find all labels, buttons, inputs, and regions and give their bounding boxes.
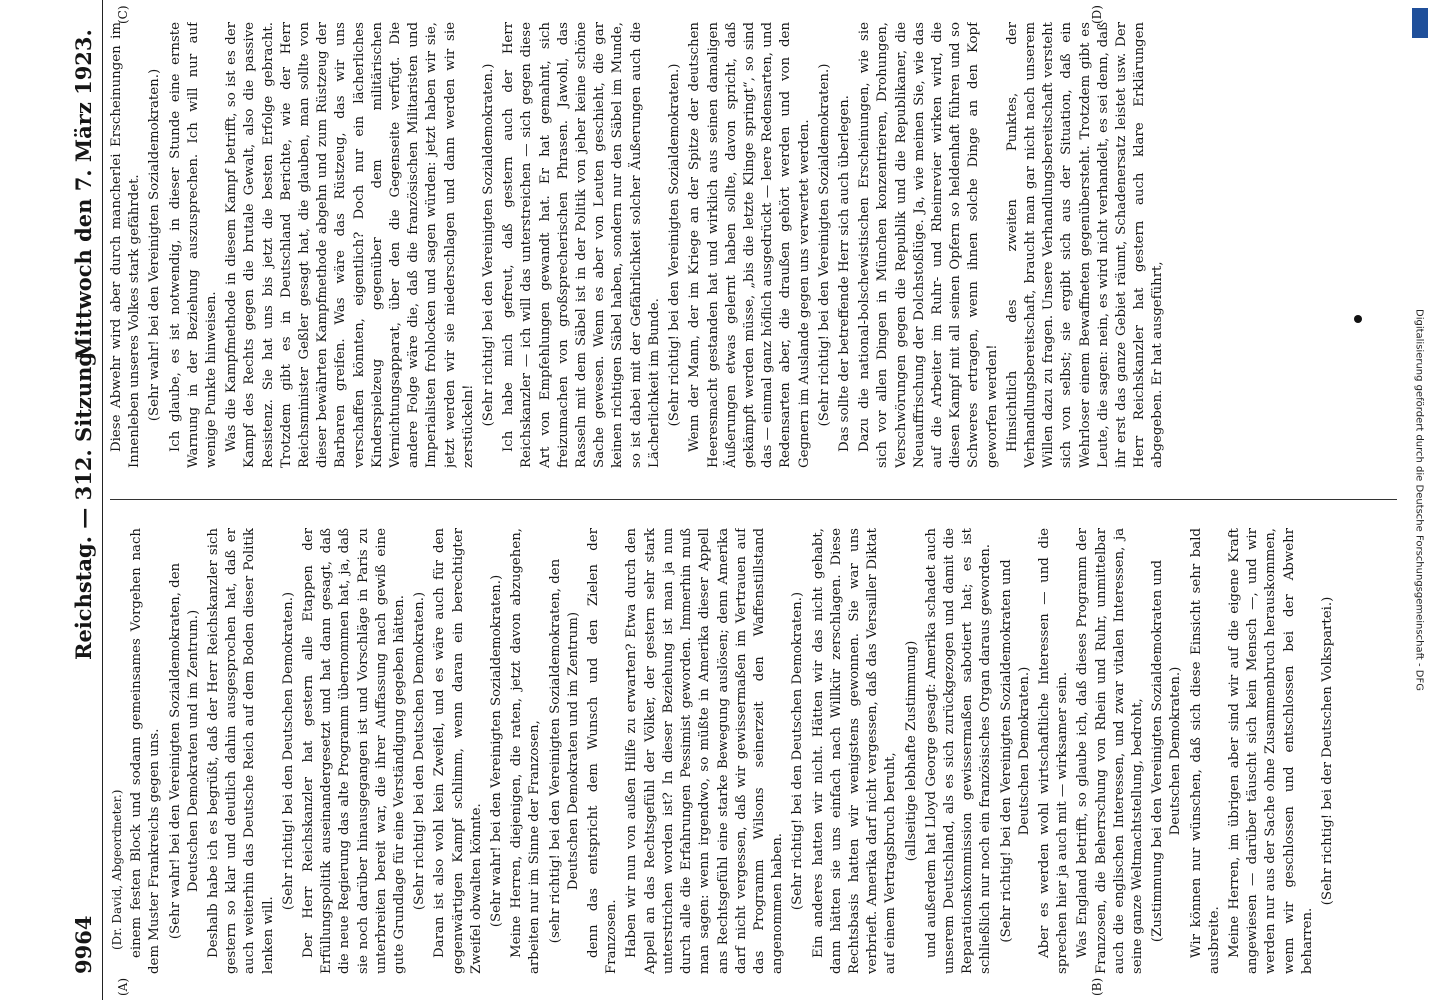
paragraph: Wenn der Mann, der im Kriege an der Spitze der deutschen Heeresmacht gestanden hat und wirklich aus seinen damaligen Äußerungen etwas gelernt haben sollte, davon spricht, daß gekämpft werden müsse, „bis die letzte Klinge springt“, so sind das — einmal ganz höflich ausgedrückt — leere Redensarten, und Redensarten aber, die draußen gehört werden und von den Gegnern im Auslande gegen uns verwertet werden. bbox=[687, 22, 812, 468]
interjection: (sehr richtig! bei den Vereinigten Sozialdemokraten, den Deutschen Demokraten und im Zentrum) bbox=[547, 558, 581, 944]
session-date: Mittwoch den 7. März 1923. bbox=[71, 29, 96, 360]
margin-mark-b: (B) bbox=[1090, 977, 1104, 996]
paragraph: Deshalb habe ich es begrüßt, daß der Herr Reichskanzler sich gestern so klar und deutlich dahin ausgesprochen hat, daß er auch weiterhin das Deutsche Reich auf dem Boden dieser Politik lenken will. bbox=[206, 528, 276, 974]
paragraph: Das sollte der betreffende Herr sich auch überlegen. bbox=[836, 95, 852, 452]
paragraph: Dazu die national-bolschewistischen Erscheinungen, wie sie sich vor allen Dingen in München konzentrieren, Drohungen, Verschwörungen gegen die Republik und die Republikaner, die Neuauffrischung der Dolchstoßlüge. Ja, wie meinen Sie, wie das auf die Arbeiter im Ruhr- und Rheinrevier wirken wird, die diesen Kampf mit all seinen Opfern so heldenhaft führen und so Schweres ertragen, wenn ihnen solche Dinge an den Kopf geworfen werden! bbox=[857, 22, 1000, 468]
paragraph: Was England betrifft, so glaube ich, daß dieses Programm der Franzosen, die Beherrschung von Rhein und Ruhr, unmittelbar auch die englischen Interessen, und zwar vitalen Interessen, ja seine ganze Weltmachtstellung, bedroht, bbox=[1075, 528, 1145, 974]
interjection: (Sehr richtig! bei den Deutschen Demokraten.) bbox=[412, 591, 428, 911]
right-text-column bbox=[108, 22, 1401, 468]
interjection: (Sehr richtig! bei der Deutschen Volkspartei.) bbox=[1320, 596, 1335, 906]
dfg-side-note bbox=[1408, 0, 1430, 1000]
paragraph: Aber es werden wohl wirtschaftliche Interessen — und die sprechen hier ja auch mit — wirksamer sein. bbox=[1036, 528, 1071, 974]
interjection: (Sehr richtig! bei den Deutschen Demokraten.) bbox=[790, 591, 806, 911]
rotated-page-content bbox=[50, 0, 1405, 1000]
interjection: (Sehr wahr! bei den Vereinigten Sozialdemokraten, den Deutschen Demokraten und im Zentrum.) bbox=[167, 562, 201, 940]
interjection: (Sehr richtig! bei den Vereinigten Sozialdemokraten.) bbox=[816, 63, 832, 427]
paragraph: und außerdem hat Lloyd George gesagt: Amerika schadet auch unserem Deutschland, als es sich zurückgezogen und damit die Reparationskommission gewissermaßen sabotiert hat; es ist schließlich nur noch ein französisches Organ daraus geworden. bbox=[923, 528, 994, 974]
paragraph: Was die Kampfmethode in diesem Kampf betrifft, so ist es der Kampf des Rechts gegen die brutale Gewalt, also die passive Resistenz. Sie hat uns bis jetzt die besten Erfolge gebracht. Trotzdem gibt es in Deutschland Berichte, wie der Herr Reichsminister Geßler gesagt hat, die glauben, man sollte von dieser bewährten Kampfmethode abgehn und zum Rüstzeug der Barbaren greifen. Was wäre das Rüstzeug, das wir uns verschaffen könnten, eigentlich? Doch nur ein lächerliches Kinderspielzeug gegenüber dem militärischen Vernichtungsapparat, über den die Gegenseite verfügt. Die andere Folge wäre die, daß die französischen Militaristen und Imperialisten frohlocken und sagen würden: jetzt haben wir sie, jetzt werden wir sie niederschlagen und dann werden wir sie zerstückeln! bbox=[224, 22, 476, 468]
page-number: 9964 bbox=[71, 915, 96, 974]
interjection: (Sehr richtig! bei den Deutschen Demokraten.) bbox=[280, 591, 296, 911]
paragraph: Ich glaube, es ist notwendig, in dieser Stunde eine ernste Warnung in der Beziehung auszusprechen. Ich will nur auf wenige Punkte hinweisen. bbox=[167, 22, 220, 468]
paragraph: Haben wir nun von außen Hilfe zu erwarten? Etwa durch den Appell an das Rechtsgefühl der Völker, der gestern sehr stark unterstrichen worden ist? In dieser Beziehung ist man ja nun durch alle die Erfahrungen Pessimist geworden. Immerhin muß man sagen: wenn irgendwo, so müßte in Amerika dieser Appell ans Rechtsgefühl eine starke Bewegung auslösen; denn Amerika darf nicht vergessen, daß wir gewissermaßen im Vertrauen auf das Programm Wilsons seinerzeit den Waffenstillstand angenommen haben. bbox=[624, 528, 786, 974]
left-text-column bbox=[108, 528, 1401, 974]
paragraph: Meine Herren, im übrigen aber sind wir auf die eigene Kraft angewiesen — darüber täuscht sich kein Mensch —, und wir werden nur aus der Sache ohne Zusammenbruch herauskommen, wenn wir geschlossen und entschlossen bei der Abwehr beharren. bbox=[1226, 528, 1315, 974]
paragraph: Der Herr Reichskanzler hat gestern alle Etappen der Erfüllungspolitik auseinandergesetzt und hat dann gesagt, daß die neue Regierung das alte Programm übernommen hat, ja, daß sie noch darüber hinausgegangen ist und Vorschläge in Paris zu unterbreiten bereit war, die ihrer Auffassung nach gewiß eine gute Grundlage für eine Verständigung gegeben hätten. bbox=[301, 528, 408, 974]
interjection: (Sehr richtig! bei den Vereinigten Sozialdemokraten und Deutschen Demokraten.) bbox=[998, 559, 1032, 943]
paragraph: Hinsichtlich des zweiten Punktes, der Verhandlungsbereitschaft, braucht man gar nicht nach unserem Willen dazu zu fragen. Unsere Verhandlungsbereitschaft versteht sich von selbst; sie ergibt sich aus der Situation, daß ein Wehrloser einem Bewaffneten gegenübersteht. Trotzdem gibt es Leute, die sagen: nein, es wird nicht verhandelt, es sei denn, daß ihr erst das ganze Gebiet räumt, Schadenersatz leistet usw. Der Herr Reichskanzler hat gestern auch klare Erklärungen abgegeben. Er hat ausgeführt, bbox=[1004, 22, 1166, 468]
paragraph: Diese Abwehr wird aber durch mancherlei Erscheinungen im Innenleben unseres Volkes stark gefährdet. bbox=[109, 22, 143, 468]
paragraph: denn das entspricht dem Wunsch und den Zielen der Franzosen. bbox=[586, 528, 620, 974]
ink-dot bbox=[1354, 315, 1362, 323]
paragraph: Ein anderes hatten wir nicht. Hätten wir das nicht gehabt, dann hätten sie uns einfach nach Willkür zerschlagen. Diese Rechtsbasis hatten wir wenigstens gewonnen. Sie war uns verbrieft. Amerika darf nicht vergessen, daß das Versailler Diktat auf einem Vertragsbruch beruht, bbox=[810, 528, 899, 974]
interjection: (Sehr richtig! bei den Vereinigten Sozialdemokraten.) bbox=[667, 63, 683, 427]
column-divider bbox=[110, 499, 1397, 500]
margin-mark-a: (A) bbox=[116, 977, 130, 996]
paragraph: Daran ist also wohl kein Zweifel, und es wäre auch für den gegenwärtigen Kampf schlimm, wenn daran ein berechtigter Zweifel obwalten könnte. bbox=[432, 528, 484, 974]
dfg-credit-text: Digitalisierung gefördert durch die Deutsche Forschungsgemeinschaft - DFG bbox=[1413, 308, 1425, 692]
paragraph: Meine Herren, diejenigen, die raten, jetzt davon abzugehen, arbeiten nur im Sinne der Franzosen, bbox=[509, 528, 543, 974]
interjection: (Sehr wahr! bei den Vereinigten Sozialdemokraten.) bbox=[147, 68, 163, 422]
page-header bbox=[50, 0, 103, 1000]
dfg-logo bbox=[1412, 8, 1428, 38]
paragraph: Wir können nur wünschen, daß sich diese Einsicht sehr bald ausbreite. bbox=[1188, 528, 1222, 974]
margin-mark-c: (C) bbox=[116, 5, 130, 24]
interjection: (allseitige lebhafte Zustimmung) bbox=[903, 640, 919, 862]
interjection: (Sehr richtig! bei den Vereinigten Sozialdemokraten.) bbox=[481, 63, 497, 427]
interjection: (Sehr wahr! bei den Vereinigten Sozialdemokraten.) bbox=[489, 574, 505, 928]
paragraph: Ich habe mich gefreut, daß gestern auch der Herr Reichskanzler — ich will das unterstreichen — sich gegen diese Art von Empfehlungen gewandt hat. Er hat gemahnt, sich freizumachen von großsprecherischen Phrasen. Jawohl, das Rasseln mit dem Säbel ist in der Politik von jeher keine schöne Sache gewesen. Wenn es aber von Leuten geschieht, die gar keinen richtigen Säbel haben, sondern nur den Säbel im Munde, so ist dabei mit der Gefährlichkeit solcher Äußerungen auch die Lächerlichkeit im Bunde. bbox=[501, 22, 662, 468]
session-title: Reichstag. — 312. Sitzung. bbox=[71, 344, 96, 660]
paragraph: einem festen Block und sodann gemeinsames Vorgehen nach dem Muster Frankreichs gegen uns. bbox=[129, 528, 163, 974]
speaker-line: (Dr. David, Abgeordneter.) bbox=[110, 789, 124, 950]
interjection: (Zustimmung bei den Vereinigten Sozialdemokraten und Deutschen Demokraten.) bbox=[1150, 559, 1184, 943]
margin-mark-d: (D) bbox=[1090, 5, 1104, 24]
